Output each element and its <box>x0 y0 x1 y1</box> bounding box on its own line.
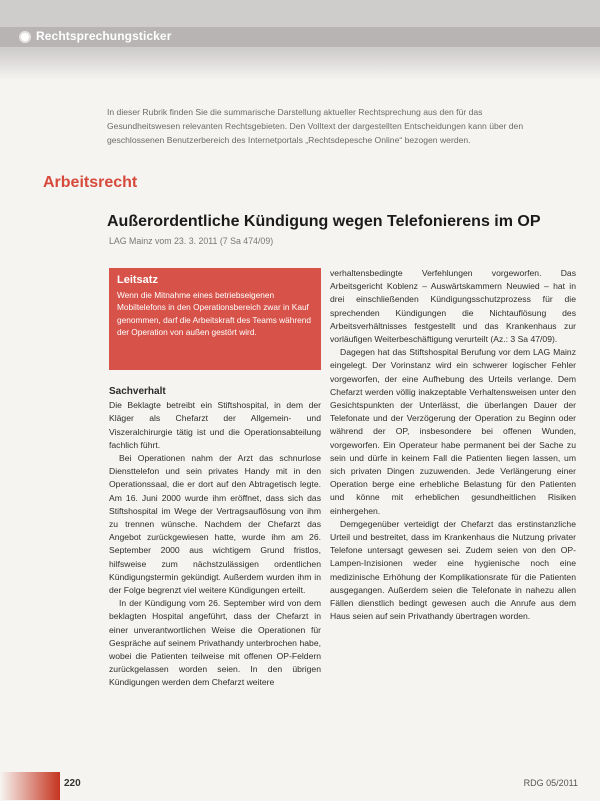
sachverhalt-heading: Sachverhalt <box>109 386 166 397</box>
footer-accent-bar <box>0 772 60 800</box>
header-bullet-icon <box>19 31 31 43</box>
paragraph: In der Kündigung vom 26. September wird von dem beklagten Hospital angeführt, dass der Chefarzt in einer unverantwortlichen Weise die Operationen für Gespräche auf seinem Privathandy unterbrochen habe, wobei die Patienten teilweise mit offenen OP-Feldern zurückgelassen worden seien. In den übrigen Kündigungen werden dem Chefarzt weitere <box>109 598 321 688</box>
page-number: 220 <box>64 778 81 789</box>
right-column <box>330 267 576 623</box>
leitsatz-text: Wenn die Mitnahme eines betriebseigenen Mobiltelefons in den Operationsbereich zwar in Kauf genommen, darf die Arbeitskraft des Teams während der Operation von außen gestört wird. <box>117 290 312 338</box>
left-column <box>109 385 321 690</box>
header-label: Rechtsprechungsticker <box>36 29 172 43</box>
section-title: Arbeitsrecht <box>43 174 138 191</box>
leitsatz-box <box>109 268 321 370</box>
paragraph: Bei Operationen nahm der Arzt das schnurlose Diensttelefon und sein privates Handy mit in den Operationssaal, die er dort auf den Abtragetisch legte. Am 16. Juni 2000 wurde ihm eröffnet, dass sich das Stiftshospital im Wege der Vertragsauflösung von ihm zu trennen wünsche. Nachdem der Chefarzt das Angebot zurückgewiesen hatte, wurde ihm am 26. September 2000 aus wichtigem Grund fristlos, hilfsweise zum nächstzulässigen ordentlichen Kündigungstermin gekündigt. Außerdem wurden ihm in der Folge begrenzt viel weitere Kündigungen erteilt. <box>109 453 321 596</box>
issue-label: RDG 05/2011 <box>523 778 578 788</box>
paragraph: Demgegenüber verteidigt der Chefarzt das erstinstanzliche Urteil und bestreitet, dass im Krankenhaus die Nutzung privater Telefone untersagt gewesen sei. Zudem seien von den OP-Lampen-Inzisionen weder eine hygienische noch eine medizinische Erhöhung der Komplikationsrate für die Patienten ausgegangen. Außerdem seien die Telefonate in nahezu allen Fällen dienstlich bedingt gewesen auch die Anrufe aus dem Haus seien auf sein Privathandy übertragen worden. <box>330 518 576 622</box>
article-title: Außerordentliche Kündigung wegen Telefonierens im OP <box>107 213 541 230</box>
header-bar <box>0 0 600 80</box>
article-citation: LAG Mainz vom 23. 3. 2011 (7 Sa 474/09) <box>109 236 274 246</box>
paragraph: Die Beklagte betreibt ein Stiftshospital, in dem der Kläger als Chefarzt der Allgemein- und Viszeralchirurgie tätig ist und die Operationsabteilung fachlich führt. <box>109 400 321 450</box>
paragraph: verhaltensbedingte Verfehlungen vorgeworfen. Das Arbeitsgericht Koblenz – Auswärtskammern Neuwied – hat in drei einschließenden Kündigungsschutzprozess für die sprechenden Kündigungen die Nichtauflösung des Arbeitsverhältnisses festgestellt und das Krankenhaus zur vorläufigen Weiterbeschäftigung verurteilt (Az.: 3 Sa 47/09). <box>330 268 576 345</box>
paragraph: Dagegen hat das Stiftshospital Berufung vor dem LAG Mainz eingelegt. Der Vorinstanz wird ein schwerer logischer Fehler vorgeworfen, der eine Aufhebung des Urteils verlange. Dem Chefarzt werden völlig inakzeptable Verhaltensweisen unter den Gesichtspunkten der Unterlässt, die überlangen Dauer der Telefonate und der Verzögerung der Operation zu Beginn oder während der OP, insbesondere bei offenen Wunden, vorgeworfen. Ein Operateur habe permanent bei der Sache zu sein und dürfe in keinem Fall die Patienten liegen lassen, um sich privaten Dingen zuzuwenden. Jede Verlängerung einer Operation berge eine erhebliche Belastung für den Patienten und könne mit erheblichen gesundheitlichen Risiken einhergehen. <box>330 347 576 516</box>
leitsatz-heading: Leitsatz <box>117 274 158 286</box>
intro-text: In dieser Rubrik finden Sie die summarische Darstellung aktueller Rechtsprechung aus den für das Gesundheitswesen relevanten Rechtsgebieten. Den Volltext der dargestellten Entscheidungen kann über den geschlossenen Benutzerbereich des Internetportals „Rechtsdepesche Online“ bezogen werden. <box>107 107 524 145</box>
